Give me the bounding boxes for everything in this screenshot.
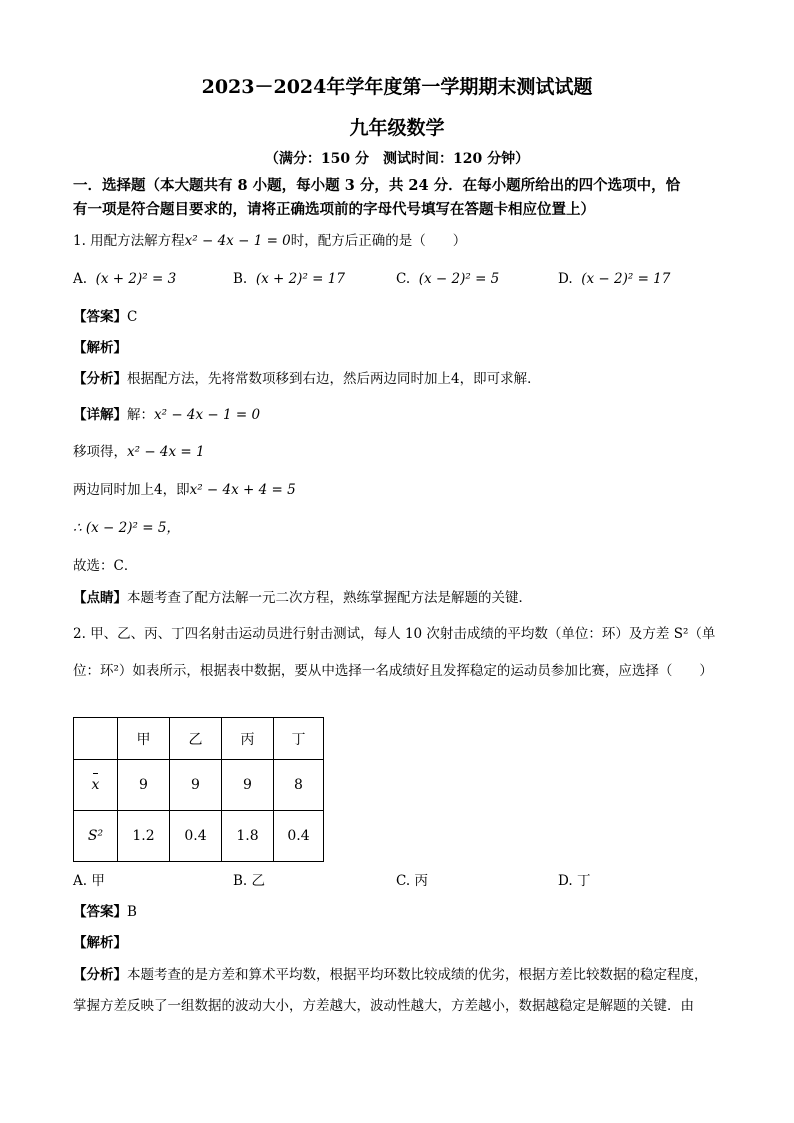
table-cell: 9 (170, 760, 222, 811)
x-bar-symbol: x (91, 777, 100, 793)
section-instructions-line1: 一．选择题（本大题共有 8 小题，每小题 3 分，共 24 分．在每小题所给出的四个选项中，恰 (73, 177, 681, 194)
fenxi-tag: 【分析】 (73, 371, 127, 387)
q1-analysis-tag: 【解析】 (73, 340, 127, 356)
q2-fenxi-line1 (73, 969, 708, 983)
q1-detail (73, 409, 260, 423)
exam-subtitle: 九年级数学 (349, 117, 445, 139)
comment-tag: 【点睛】 (73, 590, 127, 606)
answer-tag: 【答案】 (73, 309, 127, 325)
option-text: 乙 (251, 873, 266, 889)
comment-text: 本题考查了配方法解一元二次方程，熟练掌握配方法是解题的关键． (127, 590, 532, 606)
option-expression: (x − 2)² = 5 (418, 271, 500, 287)
q2-analysis-tag: 【解析】 (73, 935, 127, 951)
table-cell: 9 (118, 760, 170, 811)
row-label-variance: S² (74, 811, 118, 862)
q2-score-table (73, 717, 324, 862)
table-header-cell: 丙 (222, 718, 274, 760)
q2-option-d (558, 875, 590, 889)
answer-value: B (127, 904, 137, 920)
q1-stem-equation: x² − 4x − 1 = 0 (184, 233, 291, 249)
option-letter: B. (233, 271, 248, 287)
q1-comment (73, 592, 532, 606)
q1-stem (73, 235, 466, 249)
step-equation: x² − 4x + 4 = 5 (189, 482, 296, 498)
table-cell: 1.8 (222, 811, 274, 862)
option-letter: B. (233, 873, 248, 889)
option-expression: (x − 2)² = 17 (581, 271, 671, 287)
option-expression: (x + 2)² = 3 (95, 271, 177, 287)
q1-option-b (233, 273, 345, 287)
q2-option-c (396, 875, 428, 889)
q1-option-a (73, 273, 176, 287)
table-row-variance (74, 811, 324, 862)
step-equation: x² − 4x = 1 (127, 444, 205, 460)
q1-step-3: ∴ (x − 2)² = 5， (73, 520, 180, 536)
detail-prefix: 解： (127, 407, 154, 423)
table-cell: 0.4 (274, 811, 324, 862)
table-header-cell: 丁 (274, 718, 324, 760)
section-instructions-line2: 有一项是符合题目要求的，请将正确选项前的字母代号填写在答题卡相应位置上） (73, 201, 595, 218)
q2-option-b (233, 875, 265, 889)
table-row-mean (74, 760, 324, 811)
option-text: 丙 (414, 873, 428, 889)
detail-equation: x² − 4x − 1 = 0 (154, 407, 261, 423)
option-letter: A. (73, 271, 88, 287)
table-cell: 8 (274, 760, 324, 811)
option-text: 丁 (576, 873, 591, 889)
row-label-mean (74, 760, 118, 811)
option-letter: D. (558, 873, 573, 889)
option-text: 甲 (91, 873, 105, 889)
q2-option-a (73, 875, 105, 889)
q2-stem-line2: 位：环²）如表所示，根据表中数据，要从中选择一名成绩好且发挥稳定的运动员参加比赛，应选择（ ） (73, 663, 713, 679)
q1-choose: 故选：C． (73, 558, 138, 574)
table-corner-cell (74, 718, 118, 760)
exam-meta: （满分：150 分 测试时间：120 分钟） (264, 151, 530, 167)
table-header-cell: 甲 (118, 718, 170, 760)
option-letter: A. (73, 873, 88, 889)
q1-step-1 (73, 446, 205, 460)
q1-fenxi (73, 373, 541, 387)
q1-answer (73, 311, 137, 325)
fenxi-text: 根据配方法，先将常数项移到右边，然后两边同时加上4，即可求解． (127, 371, 541, 387)
table-header-row (74, 718, 324, 760)
step-prefix: 两边同时加上4，即 (73, 482, 190, 498)
exam-title: 2023－2024年学年度第一学期期末测试试题 (201, 76, 593, 98)
answer-value: C (127, 309, 138, 325)
q2-answer (73, 906, 137, 920)
step-prefix: 移项得， (73, 444, 127, 460)
option-letter: C. (396, 873, 411, 889)
q1-stem-prefix: 1. 用配方法解方程 (73, 233, 185, 249)
table-cell: 1.2 (118, 811, 170, 862)
fenxi-text: 本题考查的是方差和算术平均数，根据平均环数比较成绩的优劣，根据方差比较数据的稳定程度， (127, 967, 708, 983)
detail-tag: 【详解】 (73, 407, 127, 423)
table-cell: 9 (222, 760, 274, 811)
option-letter: D. (558, 271, 573, 287)
q1-step-2 (73, 484, 296, 498)
q2-stem-line1: 2. 甲、乙、丙、丁四名射击运动员进行射击测试，每人 10 次射击成绩的平均数（单位：环）及方差 S²（单 (73, 626, 716, 642)
table-cell: 0.4 (170, 811, 222, 862)
answer-tag: 【答案】 (73, 904, 127, 920)
option-letter: C. (396, 271, 411, 287)
fenxi-tag: 【分析】 (73, 967, 127, 983)
q1-stem-suffix: 时，配方后正确的是（ ） (290, 233, 467, 249)
q1-option-d (558, 273, 670, 287)
q1-option-c (396, 273, 499, 287)
q2-fenxi-line2: 掌握方差反映了一组数据的波动大小，方差越大，波动性越大，方差越小，数据越稳定是解题的关键．由 (73, 998, 694, 1014)
table-header-cell: 乙 (170, 718, 222, 760)
option-expression: (x + 2)² = 17 (255, 271, 345, 287)
